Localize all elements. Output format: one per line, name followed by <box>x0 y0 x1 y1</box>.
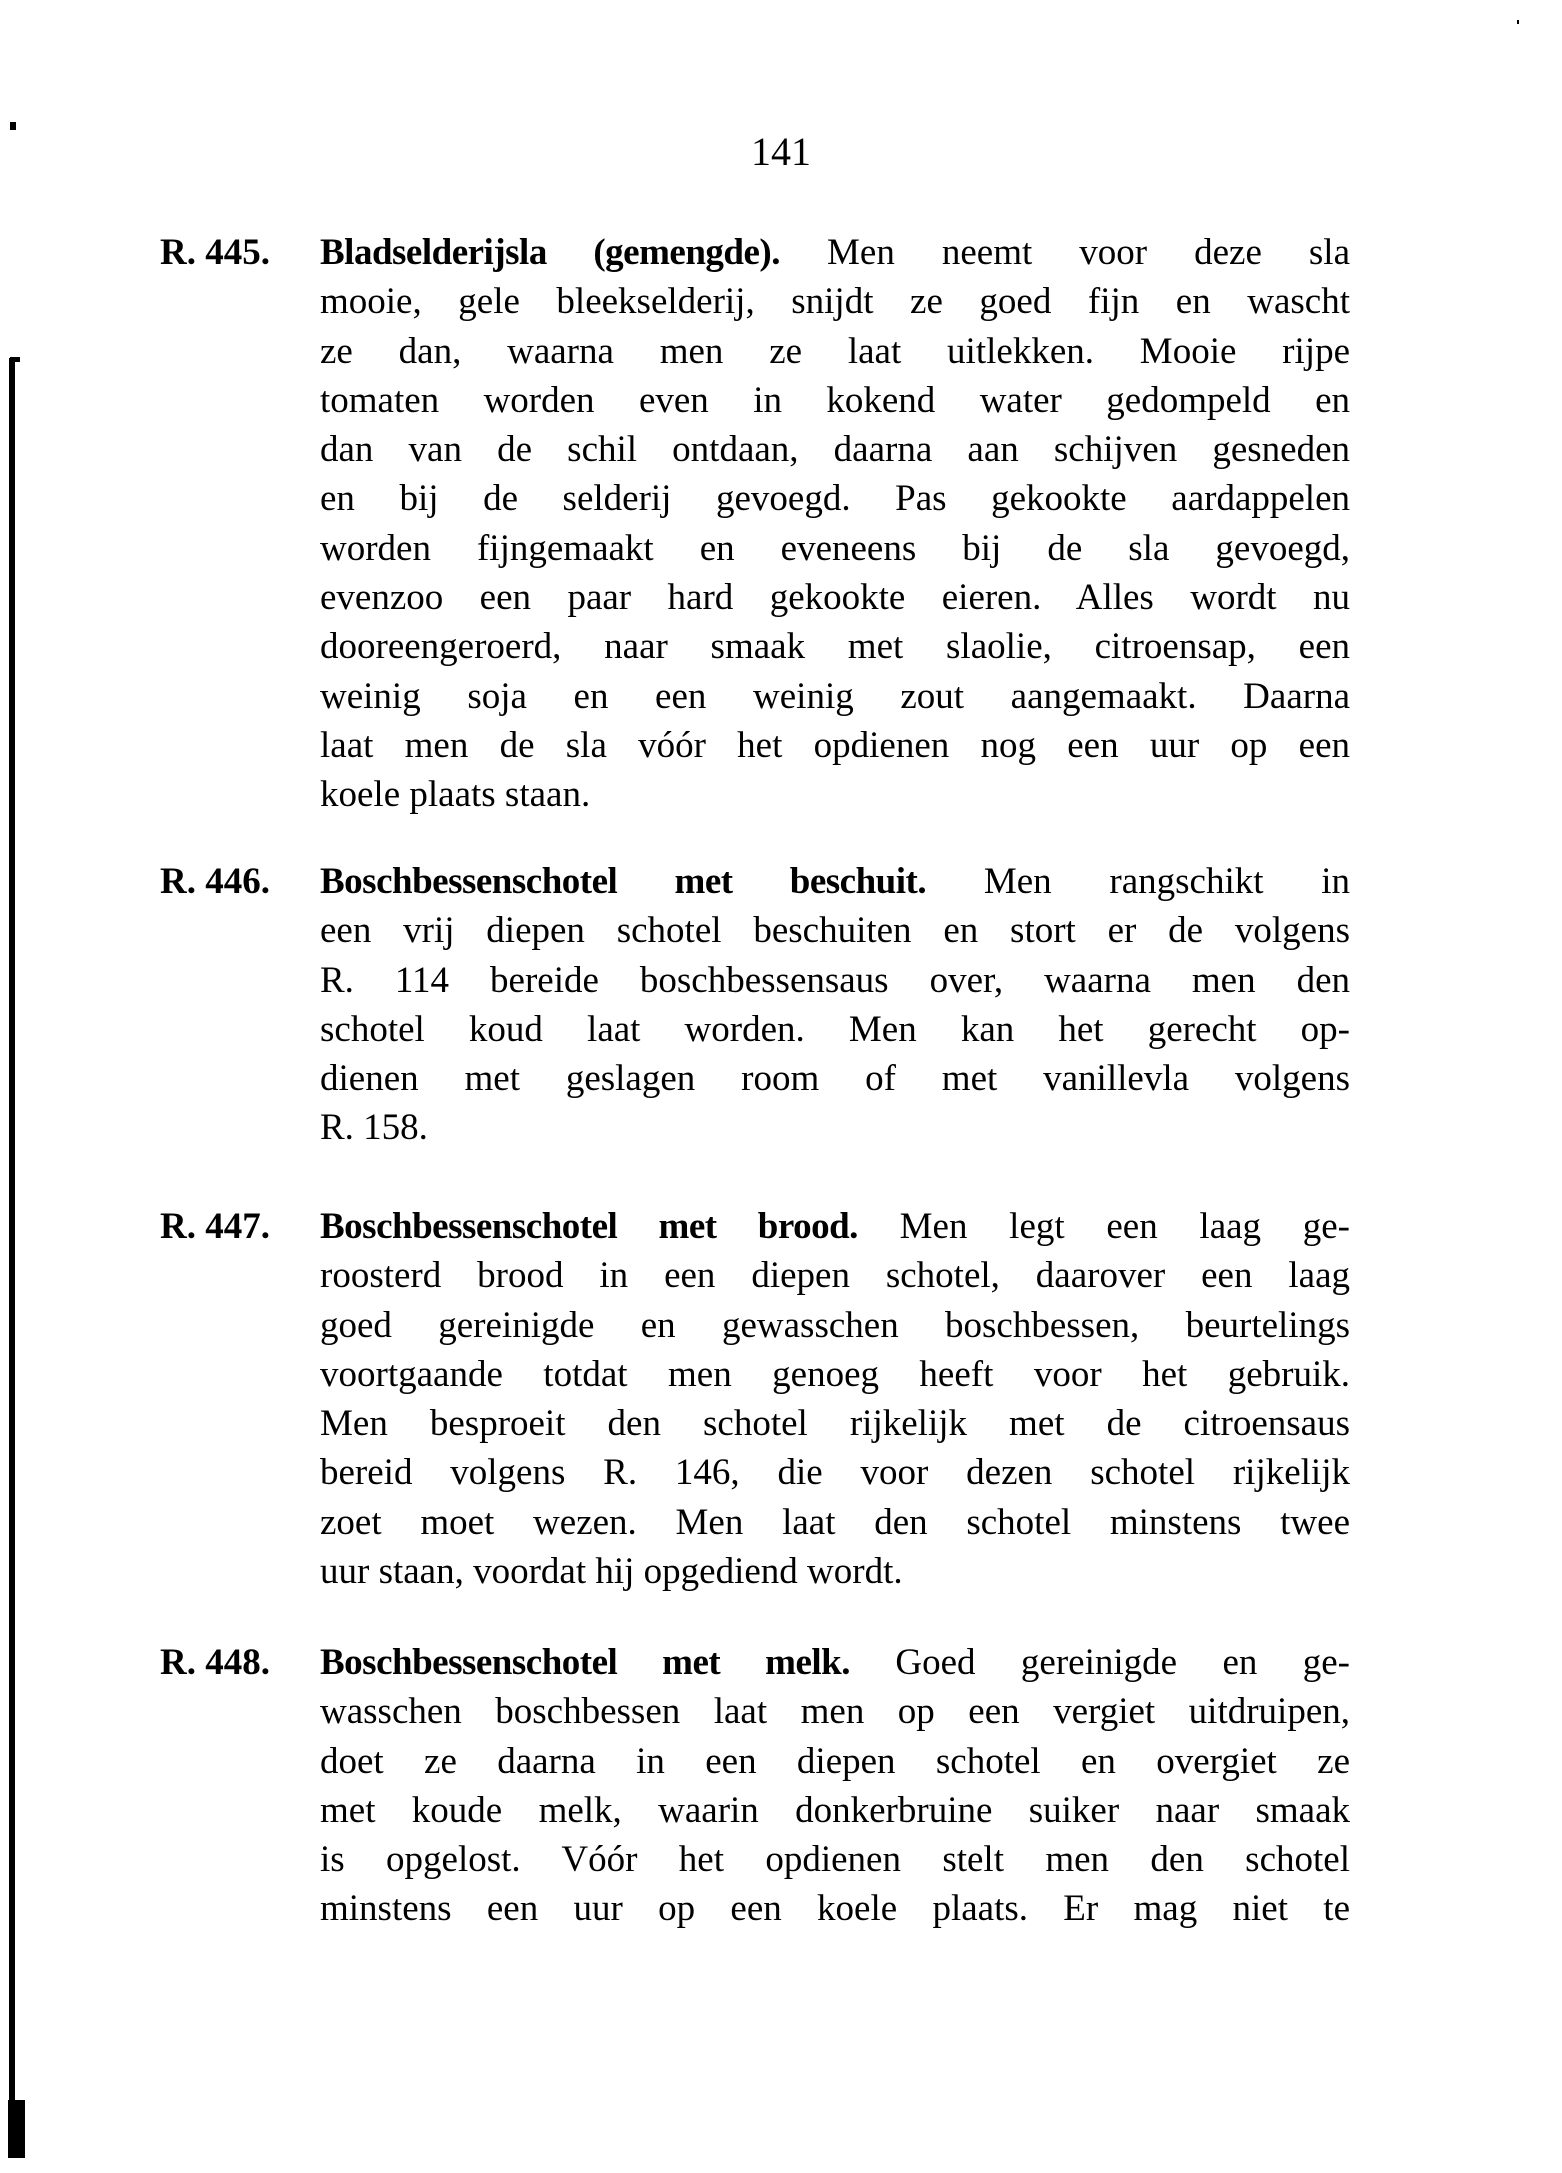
text-line: Men besproeit den schotel rijkelijk met de citroensaus <box>320 1403 1350 1445</box>
text-line: mooie, gele bleekselderij, snijdt ze goed fijn en wascht <box>320 281 1350 323</box>
scan-binding-edge <box>9 358 15 2158</box>
recipe-entry <box>160 857 1350 1153</box>
text-line: zoet moet wezen. Men laat den schotel minstens twee <box>320 1501 1350 1543</box>
text-line: wasschen boschbessen laat men op een vergiet uitdruipen, <box>320 1691 1350 1733</box>
recipe-title: Bladselderijsla (gemengde). <box>320 232 780 273</box>
recipe-entry <box>160 228 1350 820</box>
text-span: Men rangschikt in <box>983 861 1350 902</box>
scan-speck <box>1517 20 1519 24</box>
text-line: tomaten worden even in kokend water gedompeld en <box>320 379 1350 421</box>
text-line: dooreengeroerd, naar smaak met slaolie, citroensap, een <box>320 626 1350 668</box>
text-line: dan van de schil ontdaan, daarna aan schijven gesneden <box>320 429 1350 471</box>
recipe-text <box>320 1202 1350 1596</box>
recipe-text <box>320 228 1350 820</box>
text-line: laat men de sla vóór het opdienen nog een uur op een <box>320 724 1350 766</box>
text-line: bereid volgens R. 146, die voor dezen schotel rijkelijk <box>320 1452 1350 1494</box>
text-span: Men legt een laag ge- <box>899 1206 1350 1247</box>
text-line: doet ze daarna in een diepen schotel en overgiet ze <box>320 1740 1350 1782</box>
text-line <box>320 857 1350 906</box>
text-line: worden fijngemaakt en eveneens bij de sla gevoegd, <box>320 527 1350 569</box>
text-line: evenzoo een paar hard gekookte eieren. Alles wordt nu <box>320 577 1350 619</box>
text-line: koele plaats staan. <box>320 774 591 816</box>
text-line: ze dan, waarna men ze laat uitlekken. Mooie rijpe <box>320 330 1350 372</box>
recipe-entry <box>160 1638 1350 1934</box>
text-line: is opgelost. Vóór het opdienen stelt men den schotel <box>320 1839 1350 1881</box>
text-line: uur staan, voordat hij opgediend wordt. <box>320 1551 903 1593</box>
recipe-number: R. 447. <box>160 1206 270 1247</box>
text-line: dienen met geslagen room of met vanillevla volgens <box>320 1058 1350 1100</box>
text-line: minstens een uur op een koele plaats. Er mag niet te <box>320 1888 1350 1930</box>
recipe-number: R. 446. <box>160 861 270 902</box>
page-number: 141 <box>751 129 811 174</box>
text-span: Goed gereinigde en ge- <box>895 1642 1351 1683</box>
recipe-number: R. 445. <box>160 232 270 273</box>
text-line: schotel koud laat worden. Men kan het gerecht op- <box>320 1008 1350 1050</box>
recipe-entry <box>160 1202 1350 1596</box>
text-line: een vrij diepen schotel beschuiten en stort er de volgens <box>320 910 1350 952</box>
recipe-title: Boschbessenschotel met brood. <box>320 1206 858 1247</box>
text-line <box>320 1638 1350 1687</box>
text-line: R. 158. <box>320 1107 428 1149</box>
recipe-text <box>320 1638 1350 1934</box>
recipe-title: Boschbessenschotel met melk. <box>320 1642 850 1683</box>
recipe-text <box>320 857 1350 1153</box>
text-line: roosterd brood in een diepen schotel, daarover een laag <box>320 1255 1350 1297</box>
text-line: weinig soja en een weinig zout aangemaakt. Daarna <box>320 675 1350 717</box>
text-line: goed gereinigde en gewasschen boschbessen, beurtelings <box>320 1304 1350 1346</box>
text-line: voortgaande totdat men genoeg heeft voor het gebruik. <box>320 1353 1350 1395</box>
text-line: R. 114 bereide boschbessensaus over, waarna men den <box>320 959 1350 1001</box>
scan-binding-edge <box>8 2100 25 2158</box>
text-line: met koude melk, waarin donkerbruine suiker naar smaak <box>320 1789 1350 1831</box>
recipe-number: R. 448. <box>160 1642 270 1683</box>
text-line <box>320 1202 1350 1251</box>
recipe-title: Boschbessenschotel met beschuit. <box>320 861 927 902</box>
text-line <box>320 228 1350 277</box>
text-line: en bij de selderij gevoegd. Pas gekookte aardappelen <box>320 478 1350 520</box>
text-span: Men neemt voor deze sla <box>827 232 1350 273</box>
